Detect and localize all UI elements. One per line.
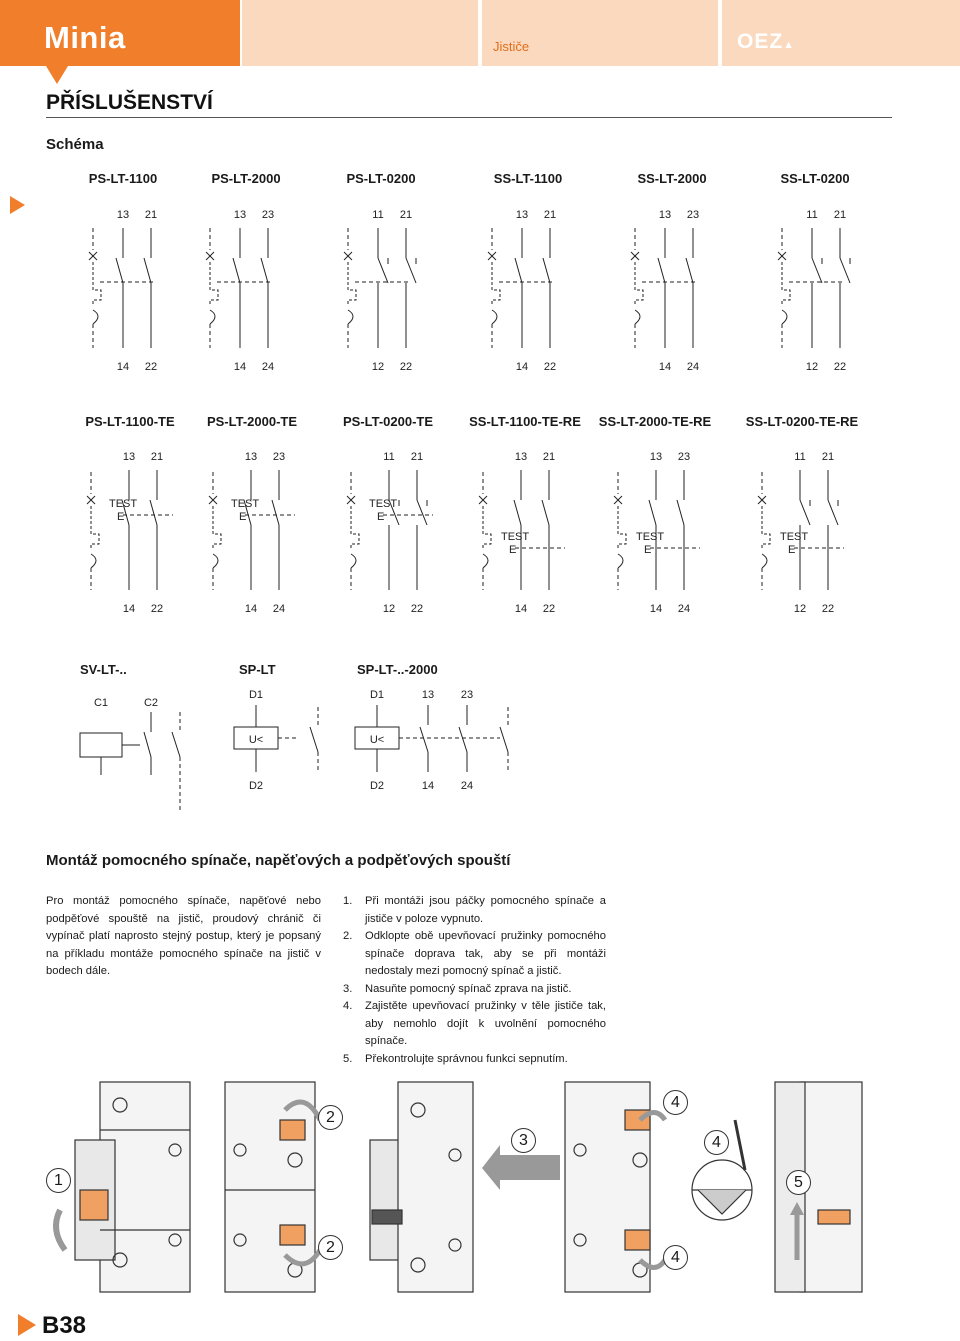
coil-label: U< [248,734,264,746]
terminal-label: 21 [833,209,847,221]
terminal-label: 22 [821,603,835,615]
terminal-label: 21 [399,209,413,221]
terminal-label: 22 [144,361,158,373]
contact-blade [172,732,180,757]
scheme-diagram [488,209,556,373]
brand-title: Minia [44,20,126,55]
schem-row3 [80,689,508,810]
terminal-label: 13 [515,209,529,221]
terminal-label: 24 [677,603,691,615]
callout-2: 2 [318,1235,343,1260]
scheme-diagram [614,451,700,615]
terminal-label: 14 [658,361,672,373]
scheme-title: SS-LT-1100-TE-RE [469,414,581,429]
contact-blade [812,258,822,283]
scheme-title: PS-LT-1100-TE [85,414,175,429]
scheme-title: SP-LT [239,662,276,677]
scheme-title: SS-LT-2000-TE-RE [598,414,712,429]
trip-hook [618,554,623,568]
scheme-title: SP-LT-..-2000 [357,662,438,677]
schem-row2 [87,451,844,615]
terminal-label: 14 [244,603,258,615]
e-label: E [644,544,652,556]
contact-blade [658,258,665,283]
terminal-label: 21 [543,209,557,221]
trip-hook [348,310,353,324]
trip-hook [351,554,356,568]
schem-row1 [89,209,850,373]
scheme-title: PS-LT-2000-TE [206,414,298,429]
e-label: E [239,511,247,523]
contact-blade [406,258,416,283]
trip-hook [483,554,488,568]
trip-mechanism [210,262,218,306]
test-label: TEST [501,531,530,543]
terminal-label: 21 [821,451,835,463]
scheme-title: SS-LT-0200 [780,171,850,186]
scheme-title: PS-LT-2000 [211,171,281,186]
terminal-label: 14 [514,603,528,615]
terminal-label: 12 [805,361,819,373]
contact-blade [144,258,151,283]
terminal-label: 14 [116,361,130,373]
terminal-label: 14 [515,361,529,373]
contact-blade [150,500,157,525]
terminal-label: D2 [369,780,385,792]
terminal-label: 22 [543,361,557,373]
contact-blade [272,500,279,525]
list-item: 2. Odklopte obě upevňovací pružinky pomocného spínače doprava tak, aby se při montáži nedostaly mezi pomocný spínač a jistič. [343,930,606,977]
terminal-label: 13 [116,209,130,221]
breaker-device-4 [565,1082,665,1292]
terminal-label: 11 [372,209,384,221]
e-label: E [377,511,385,523]
terminal-label: 11 [794,451,806,463]
callout-4: 4 [663,1245,688,1270]
terminal-label: 23 [460,689,474,701]
scheme-title: PS-LT-1100 [88,171,158,186]
terminal-label: 12 [382,603,396,615]
breaker-device-3 [370,1082,560,1292]
terminal-label: 24 [272,603,286,615]
terminal-label: 21 [410,451,424,463]
terminal-label: 13 [514,451,528,463]
scheme-diagram [89,209,157,373]
scheme-title: SS-LT-1100 [493,171,563,186]
callout-5: 5 [786,1170,811,1195]
list-item: 4. Zajistěte upevňovací pružinky v těle jističe tak, aby nemohlo dojít k uvolnění pomocného spínače. [343,1000,606,1047]
terminal-label: 12 [793,603,807,615]
contact-blade [378,258,388,283]
contact-blade [800,500,810,525]
terminal-label: 22 [410,603,424,615]
terminal-label: 14 [233,361,247,373]
terminal-label: 14 [122,603,136,615]
trip-mechanism [93,262,101,306]
scheme-title: PS-LT-0200 [346,171,416,186]
trip-mechanism [213,506,221,550]
test-label: TEST [231,498,260,510]
trip-mechanism [618,506,626,550]
mounting-steps [343,893,606,1068]
contact-blade [515,258,522,283]
oez-logo: OEZ▲ [737,30,796,53]
scheme-diagram [758,451,844,615]
scheme-diagram [355,689,508,792]
scheme-title: SV-LT-.. [80,662,127,677]
terminal-label: C2 [143,697,159,709]
trip-hook [492,310,497,324]
page-marker-icon [18,1314,36,1336]
contact-blade [261,258,268,283]
trip-hook [93,310,98,324]
trip-mechanism [782,262,790,306]
trip-hook [635,310,640,324]
test-label: TEST [369,498,398,510]
trip-hook [91,554,96,568]
mounting-heading: Montáž pomocného spínače, napěťových a podpěťových spouští [46,852,511,869]
coil [80,733,122,757]
callout-4: 4 [663,1090,688,1115]
terminal-label: D2 [248,780,264,792]
page-title: PŘÍSLUŠENSTVÍ [46,91,213,114]
test-label: TEST [636,531,665,543]
scheme-title: SS-LT-2000 [637,171,707,186]
section-label: Jističe [493,39,530,54]
contact-blade [144,732,151,757]
terminal-label: 22 [150,603,164,615]
callout-1: 1 [46,1168,71,1193]
contact-blade [840,258,850,283]
scheme-diagram [479,451,565,615]
terminal-label: 21 [144,209,158,221]
trip-mechanism [483,506,491,550]
list-item: 1. Při montáži jsou páčky pomocného spínače a jističe v poloze vypnuto. [343,895,606,925]
scheme-diagram [80,697,180,810]
contact-blade [649,500,656,525]
scheme-diagram [778,209,850,373]
test-label: TEST [109,498,138,510]
terminal-label: 24 [460,780,474,792]
terminal-label: 23 [677,451,691,463]
mounting-intro: Pro montáž pomocného spínače, napěťové nebo podpěťové spouště na jistič, proudový chránič či vypínač platí naprosto stejný postup, který je popsaný na příkladu montáže pomocného spínače na jistič v bodech dále. [46,895,321,977]
contact-blade [514,500,521,525]
coil-label: U< [369,734,385,746]
callout-4: 4 [704,1130,729,1155]
terminal-label: 21 [150,451,164,463]
terminal-label: 23 [261,209,275,221]
trip-mechanism [492,262,500,306]
schema-heading: Schéma [46,136,104,153]
scheme-diagram [209,451,295,615]
contact-blade [828,500,838,525]
contact-blade [233,258,240,283]
trip-hook [210,310,215,324]
scheme-diagram [206,209,274,373]
contact-blade [116,258,123,283]
trip-hook [213,554,218,568]
terminal-label: 23 [272,451,286,463]
terminal-label: 22 [542,603,556,615]
terminal-label: C1 [93,697,109,709]
terminal-label: 13 [421,689,435,701]
scheme-diagram [344,209,416,373]
contact-blade [500,727,508,752]
callout-2: 2 [318,1105,343,1130]
terminal-label: 13 [122,451,136,463]
scheme-diagram [347,451,433,615]
scheme-diagram [87,451,173,615]
trip-mechanism [762,506,770,550]
contact-blade [542,500,549,525]
terminal-label: 14 [649,603,663,615]
terminal-label: 23 [686,209,700,221]
callout-3: 3 [511,1128,536,1153]
trip-mechanism [348,262,356,306]
trip-mechanism [91,506,99,550]
mounting-illustration [0,1070,960,1305]
terminal-label: 22 [399,361,413,373]
contact-blade [417,500,427,525]
terminal-label: 13 [649,451,663,463]
breaker-device-2 [225,1082,320,1292]
list-item: 3. Nasuňte pomocný spínač zprava na jistič. [343,982,572,995]
trip-hook [782,310,787,324]
trip-hook [762,554,767,568]
trip-mechanism [351,506,359,550]
terminal-label: 13 [233,209,247,221]
contact-blade [686,258,693,283]
scheme-title: PS-LT-0200-TE [342,414,434,429]
terminal-label: 21 [542,451,556,463]
contact-blade [420,727,428,752]
scheme-diagram [631,209,699,373]
test-label: TEST [780,531,809,543]
e-label: E [788,544,796,556]
terminal-label: 13 [244,451,258,463]
terminal-label: 11 [806,209,818,221]
terminal-label: 24 [686,361,700,373]
terminal-label: 14 [421,780,435,792]
breaker-device-1 [56,1082,190,1292]
terminal-label: 13 [658,209,672,221]
e-label: E [117,511,125,523]
scheme-title: SS-LT-0200-TE-RE [745,414,859,429]
terminal-label: D1 [369,689,385,701]
contact-blade [310,727,318,752]
terminal-label: 11 [383,451,395,463]
contact-blade [543,258,550,283]
scheme-diagram [234,689,318,792]
list-item: 5. Překontrolujte správnou funkci sepnutím. [343,1052,568,1065]
e-label: E [509,544,517,556]
page-number: B38 [42,1312,87,1339]
terminal-label: 12 [371,361,385,373]
contact-blade [677,500,684,525]
terminal-label: D1 [248,689,264,701]
terminal-label: 24 [261,361,275,373]
trip-mechanism [635,262,643,306]
terminal-label: 22 [833,361,847,373]
contact-blade [459,727,467,752]
